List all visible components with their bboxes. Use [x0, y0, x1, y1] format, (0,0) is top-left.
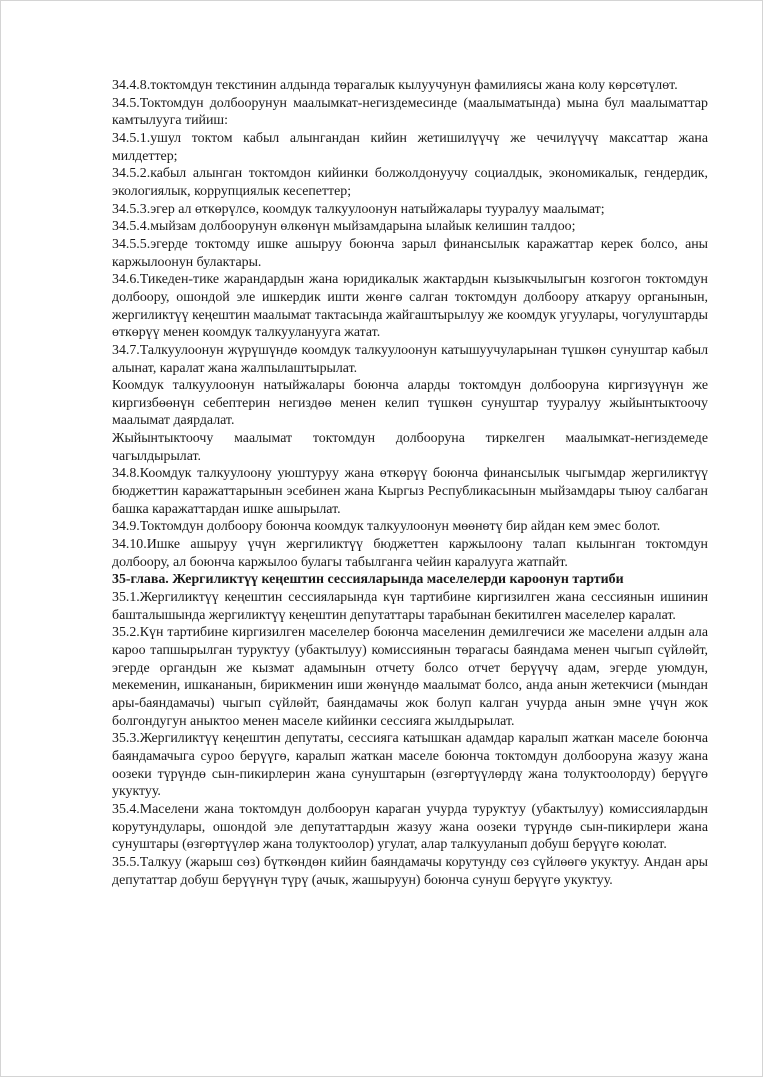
paragraph-34-5: 34.5.Токтомдун долбоорунун маалымкат-негиздемесинде (маалыматында) мына бул маалыматтар камтылууга тийиш:: [112, 95, 708, 129]
paragraph-34-9: 34.9.Токтомдун долбоору боюнча коомдук талкуулоонун мөөнөтү бир айдан кем эмес болот.: [112, 519, 661, 535]
paragraph-34-6: 34.6.Тикеден-тике жарандардын жана юридикалык жактардын кызыкчылыгын козгогон токтомдун долбоору, ошондой эле ишкердик ишти жөнгө салган токтомдун долбоору аткаруу органынын, жергиликтүү кеңештин маалымат тактасында жайгаштырылуу же коомдук угуулары, чогулуштарды өткөрүү менен коомдук талкуулануугa жатат.: [112, 272, 708, 341]
chapter-35-heading: 35-глава. Жергиликтүү кеңештин сессияларында маселелерди кароонун тартиби: [112, 572, 624, 588]
paragraph-34-8: 34.8.Коомдук талкуулоону уюштуруу жана өткөрүү боюнча финансылык чыгымдар жергиликтүү бюджеттин каражаттарынын эсебинен жана Кыргыз Республикасынын мыйзамдары тыюу салбаган башка каражаттардан ишке ашырылат.: [112, 466, 708, 517]
paragraph-35-2: 35.2.Күн тартибине киргизилген маселелер боюнча маселенин демилгечиси же маселени алдын ала кароо тапшырылган туруктуу (убактылуу) комиссиянын төрагасы баяндама менен чыгып сүйлөйт, эгерде органдын же кызмат адамынын отчету болсо отчет берүүчү адам, эгерде уюмдун, мекеменин, ишкананын, бирикменин иши жөнүндө маалымат болсо, анда анын жетекчиси (мындан ары-баяндамачы) чыгып сүйлөйт, баяндамачы жок болуп калган учурда анын эмне үчүн жок болгондугун аныктоо менен маселе кийинки сессияга жылдырылат.: [112, 625, 708, 729]
paragraph-34-5-2: 34.5.2.кабыл алынган токтомдон кийинки болжолдонуучу социалдык, экономикалык, гендердик, экологиялык, коррупциялык кесепеттер;: [112, 166, 708, 199]
document-body: [112, 77, 708, 889]
paragraph-34-7-results: Коомдук талкуулоонун натыйжалары боюнча аларды токтомдун долбооруна киргизүүнүн же киргизбөөнүн себептерин негиздөө менен келип түшкөн сунуштар тууралуу жыйынтыктоочу маалымат даярдалат.: [112, 378, 708, 429]
paragraph-35-5: 35.5.Талкуу (жарыш сөз) бүткөндөн кийин баяндамачы корутунду сөз сүйлөөгө укуктуу. Андан ары депутаттар добуш берүүнүн түрү (ачык, жашыруун) боюнча сунуш берүүгө укуктуу.: [112, 854, 708, 888]
paragraph-34-4-8: 34.4.8.токтомдун текстинин алдында төрагалык кылуучунун фамилиясы жана колу көрсөтүлөт.: [112, 78, 678, 93]
paragraph-34-10: 34.10.Ишке ашыруу үчүн жергиликтүү бюджеттен каржылоону талап кылынган токтомдун долбоору, ал боюнча каржылоо булагы табылганга чейин каралууга жатпайт.: [112, 537, 708, 570]
paragraph-35-4: 35.4.Маселени жана токтомдун долбоорун караган учурда туруктуу (убактылуу) комиссиялардын корутундулары, ошондой эле депутаттардын жазуу жана оозеки түрүндө сын-пикирлери жана сунуштары (өзгөртүүлөр жана толуктоолор) угулат, алар талкууланып добуш берүүгө коюлат.: [112, 801, 708, 853]
paragraph-34-7-summary: Жыйынтыктоочу маалымат токтомдун долбооруна тиркелген маалымкат-негиздемеде чагылдырылат.: [112, 431, 708, 464]
paragraph-34-7: 34.7.Талкуулоонун жүрүшүндө коомдук талкуулоонун катышуучуларынан түшкөн сунуштар кабыл алынат, каралат жана жалпылаштырылат.: [112, 342, 708, 376]
paragraph-34-5-4: 34.5.4.мыйзам долбоорунун өлкөнүн мыйзамдарына ылайык келишин талдоо;: [112, 219, 576, 235]
paragraph-34-5-5: 34.5.5.эгерде токтомду ишке ашыруу боюнча зарыл финансылык каражаттар керек болсо, аны каржылоонун булактары.: [112, 236, 708, 270]
paragraph-34-5-1: 34.5.1.ушул токтом кабыл алынгандан кийин жетишилүүчү же чечилүүчү максаттар жана милдеттер;: [112, 130, 708, 164]
paragraph-35-1: 35.1.Жергиликтүү кеңештин сессияларында күн тартибине киргизилген жана сессиянын ишинин башталышында жергиликтүү кеңештин депутаттары тарабынан бекитилген маселелер каралат.: [112, 590, 708, 623]
paragraph-35-3: 35.3.Жергиликтүү кеңештин депутаты, сессияга катышкан адамдар каралып жаткан маселе боюнча баяндамачыга суроо берүүгө, каралып жаткан маселе боюнча токтомдун долбооруна жазуу жана оозеки түрүндө сын-пикирлерин жана сунуштарын (өзгөртүүлөрдү жана толуктоолорду) берүүгө укуктуу.: [112, 731, 708, 800]
paragraph-34-5-3: 34.5.3.эгер ал өткөрүлсө, коомдук талкуулоонун натыйжалары тууралуу маалымат;: [112, 201, 605, 217]
